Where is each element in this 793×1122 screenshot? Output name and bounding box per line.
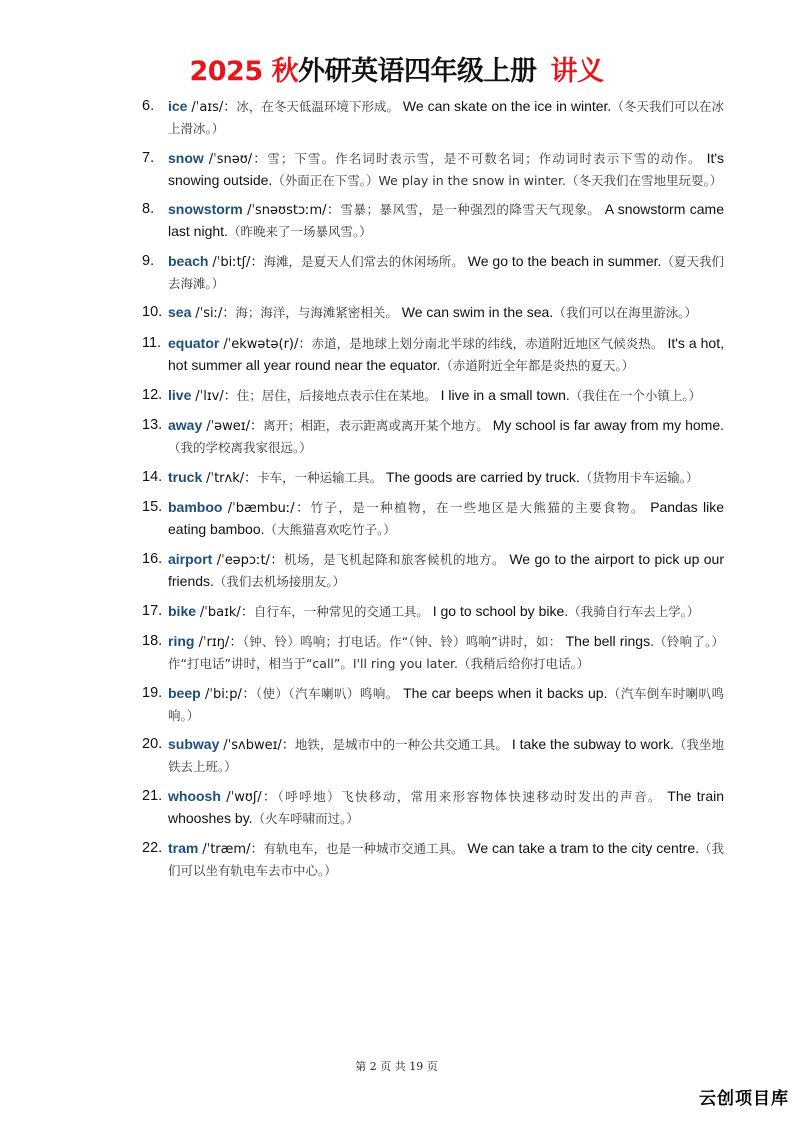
entry-number: 8. bbox=[142, 201, 155, 218]
entry-definition: 有轨电车，也是一种城市交通工具。 bbox=[263, 840, 464, 856]
entry-word: equator bbox=[168, 334, 220, 351]
entry-definition: 雪；下雪。作名词时表示雪，是不可数名词；作动词时表示下雪的动作。 bbox=[267, 150, 702, 166]
entry-body bbox=[168, 333, 724, 376]
entry-word: sea bbox=[168, 304, 192, 321]
entry-phonetic: /ˈwʊʃ/： bbox=[226, 789, 278, 805]
entry-definition: 卡车，一种运输工具。 bbox=[257, 469, 383, 485]
entry-translation: （我们可以坐有轨电车去市中心。） bbox=[168, 840, 725, 878]
entry-word: subway bbox=[168, 736, 220, 753]
title-tag: 讲义 bbox=[550, 56, 604, 87]
entry-phonetic: /ˈsʌbweɪ/： bbox=[223, 738, 295, 754]
vocab-entry bbox=[142, 549, 724, 592]
entry-word: ring bbox=[168, 633, 195, 650]
entry-phonetic: /ˈeəpɔːt/： bbox=[216, 552, 284, 568]
entry-number: 13. bbox=[142, 417, 163, 434]
entry-number: 16. bbox=[142, 550, 163, 567]
entry-example: I take the subway to work. bbox=[511, 736, 674, 753]
entry-number: 9. bbox=[142, 252, 155, 269]
entry-phonetic: /ˈekwətə(r)/： bbox=[223, 336, 312, 352]
entry-word: beep bbox=[168, 684, 201, 701]
entry-translation: （火车呼啸而过。） bbox=[252, 810, 359, 826]
entry-example: My school is far away from my home. bbox=[492, 417, 725, 434]
entry-body bbox=[168, 734, 724, 777]
entry-definition: 海；海洋，与海滩紧密相关。 bbox=[235, 305, 398, 321]
entry-definition: 自行车，一种常见的交通工具。 bbox=[253, 603, 429, 619]
vocab-entry bbox=[142, 497, 724, 540]
entry-phonetic: /ˈbaɪk/： bbox=[199, 604, 254, 620]
entry-number: 20. bbox=[142, 736, 163, 753]
entry-number: 18. bbox=[142, 633, 163, 650]
entry-translation: （铃响了。）作“打电话”讲时，相当于“call”。I'll ring you later.（我稍后给你打电话。） bbox=[168, 634, 725, 672]
entry-word: whoosh bbox=[168, 787, 221, 804]
entry-body bbox=[168, 786, 724, 829]
entry-example: Pandas like eating bamboo. bbox=[168, 499, 724, 538]
entry-body bbox=[168, 385, 724, 407]
entry-number: 11. bbox=[142, 334, 162, 351]
entry-word: bike bbox=[168, 602, 197, 619]
entry-phonetic: /ˈsnəʊ/： bbox=[208, 151, 268, 167]
vocab-entry bbox=[142, 786, 724, 829]
entry-phonetic: /ˈəweɪ/： bbox=[206, 419, 264, 435]
entry-example: We go to the beach in summer. bbox=[467, 252, 662, 269]
entry-phonetic: /ˈbæmbuː/： bbox=[227, 501, 311, 517]
entry-example: I live in a small town. bbox=[440, 386, 570, 403]
entry-body bbox=[168, 601, 724, 623]
entry-body bbox=[168, 838, 724, 881]
entry-number: 10. bbox=[142, 304, 163, 321]
entry-translation: （我骑自行车去上学。） bbox=[568, 603, 700, 619]
entry-number: 22. bbox=[142, 839, 163, 856]
vocab-entry bbox=[142, 199, 724, 242]
entry-word: airport bbox=[168, 550, 213, 567]
entry-translation: （夏天我们去海滩。） bbox=[168, 253, 724, 291]
vocab-entry bbox=[142, 385, 724, 407]
entry-example: We go to the airport to pick up our friends. bbox=[168, 550, 724, 589]
entry-translation: （我住在一个小镇上。） bbox=[569, 387, 702, 403]
entry-phonetic: /ˈsnəʊstɔːm/： bbox=[247, 203, 341, 219]
watermark-text: 云创项目库 bbox=[699, 1089, 789, 1109]
entry-definition: （使）（汽车喇叭）鸣响。 bbox=[255, 685, 399, 701]
entry-definition: 离开；相距，表示距离或离开某个地方。 bbox=[263, 418, 489, 434]
entry-body bbox=[168, 148, 724, 191]
vocab-entry bbox=[142, 734, 724, 777]
entry-example: The bell rings. bbox=[565, 633, 654, 650]
entry-definition: （呼呼地）飞快移动，常用来形容物体快速移动时发出的声音。 bbox=[277, 788, 662, 804]
entry-word: away bbox=[168, 417, 203, 434]
entry-number: 17. bbox=[142, 602, 163, 619]
entry-example: I go to school by bike. bbox=[432, 602, 569, 619]
entry-translation: （我们去机场接朋友。） bbox=[213, 573, 346, 589]
vocab-entry bbox=[142, 148, 724, 191]
entry-definition: 地铁，是城市中的一种公共交通工具。 bbox=[294, 737, 508, 753]
entry-body bbox=[168, 497, 724, 540]
entry-word: beach bbox=[168, 252, 209, 269]
vocab-entry bbox=[142, 467, 724, 489]
entry-body bbox=[168, 467, 724, 489]
entry-body bbox=[168, 302, 724, 324]
vocab-entry bbox=[142, 251, 724, 294]
entry-translation: （我们可以在海里游泳。） bbox=[553, 305, 698, 321]
entry-definition: 雪暴；暴风雪，是一种强烈的降雪天气现象。 bbox=[340, 202, 601, 218]
entry-translation: （外面正在下雪。）We play in the snow in winter.（冬天我们在雪地里玩耍。） bbox=[272, 172, 723, 188]
entry-body bbox=[168, 199, 724, 242]
entry-phonetic: /ˈbiːtʃ/： bbox=[212, 254, 264, 270]
entry-word: ice bbox=[168, 98, 188, 114]
vocab-entry bbox=[142, 333, 724, 376]
entry-definition: 海滩，是夏天人们常去的休闲场所。 bbox=[263, 253, 464, 269]
page-number: 第 2 页 共 19 页 bbox=[355, 1060, 438, 1073]
entry-translation: （货物用卡车运输。） bbox=[579, 469, 699, 485]
entry-translation: （冬天我们可以在冰上滑冰。） bbox=[168, 99, 724, 136]
entry-body bbox=[168, 683, 724, 726]
entry-number: 7. bbox=[142, 149, 155, 166]
entry-example: It's a hot, hot summer all year round near the equator. bbox=[168, 334, 724, 373]
title-year: 2025 秋 bbox=[189, 56, 299, 87]
vocab-entry bbox=[142, 415, 724, 458]
entry-definition: 竹子，是一种植物，在一些地区是大熊猫的主要食物。 bbox=[310, 500, 645, 516]
entry-translation: （汽车倒车时喇叭鸣响。） bbox=[168, 685, 725, 723]
entry-definition: （钟、铃）鸣响；打电话。作“（钟、铃）鸣响”讲时，如： bbox=[242, 634, 562, 650]
entry-definition: 冰，在冬天低温环境下形成。 bbox=[236, 99, 400, 114]
entry-number: 12. bbox=[142, 386, 163, 403]
entry-translation: （昨晚来了一场暴风雪。） bbox=[227, 224, 372, 240]
entry-word: snowstorm bbox=[168, 201, 243, 218]
entry-example: We can take a tram to the city centre. bbox=[467, 839, 699, 856]
entry-number: 19. bbox=[142, 684, 163, 701]
entry-word: tram bbox=[168, 839, 199, 856]
entry-phonetic: /ˈtrʌk/： bbox=[206, 470, 258, 486]
vocabulary-list bbox=[142, 96, 724, 889]
entry-body bbox=[168, 549, 724, 592]
entry-example: It's snowing outside. bbox=[168, 149, 725, 188]
entry-number: 6. bbox=[142, 98, 155, 114]
vocab-entry bbox=[142, 302, 724, 324]
entry-body bbox=[168, 415, 724, 458]
entry-example: A snowstorm came last night. bbox=[168, 201, 724, 240]
entry-definition: 住；居住，后接地点表示住在某地。 bbox=[236, 387, 437, 403]
entry-phonetic: /ˈaɪs/： bbox=[191, 100, 237, 115]
entry-example: We can skate on the ice in winter. bbox=[402, 98, 612, 114]
vocab-entry bbox=[142, 683, 724, 726]
entry-word: live bbox=[168, 386, 192, 403]
entry-example: The goods are carried by truck. bbox=[386, 468, 580, 485]
entry-example: The car beeps when it backs up. bbox=[403, 684, 608, 701]
entry-phonetic: /ˈbiːp/： bbox=[205, 686, 256, 702]
entry-word: bamboo bbox=[168, 499, 223, 516]
entry-example: We can swim in the sea. bbox=[401, 304, 554, 321]
entry-number: 14. bbox=[142, 468, 163, 485]
entry-translation: （我的学校离我家很远。） bbox=[168, 440, 312, 456]
entry-translation: （我坐地铁去上班。） bbox=[168, 737, 724, 775]
title-main: 外研英语四年级上册 bbox=[298, 56, 537, 87]
vocab-entry bbox=[142, 601, 724, 623]
page-title bbox=[0, 54, 793, 90]
vocab-entry bbox=[142, 631, 724, 674]
entry-word: truck bbox=[168, 468, 203, 485]
entry-body bbox=[168, 251, 724, 294]
entry-definition: 机场，是飞机起降和旅客候机的地方。 bbox=[283, 551, 505, 567]
entry-number: 21. bbox=[142, 787, 163, 804]
entry-body bbox=[168, 631, 724, 674]
entry-phonetic: /ˈsiː/： bbox=[195, 306, 236, 322]
entry-translation: （大熊猫喜欢吃竹子。） bbox=[264, 522, 396, 538]
entry-definition: 赤道，是地球上划分南北半球的纬线，赤道附近地区气候炎热。 bbox=[311, 335, 664, 351]
entry-translation: （赤道附近全年都是炎热的夏天。） bbox=[440, 357, 635, 373]
entry-phonetic: /ˈrɪŋ/： bbox=[198, 635, 243, 651]
entry-phonetic: /ˈlɪv/： bbox=[195, 388, 237, 404]
entry-word: snow bbox=[168, 149, 204, 166]
entry-body bbox=[168, 96, 724, 139]
vocab-entry bbox=[142, 838, 724, 881]
entry-number: 15. bbox=[142, 499, 163, 516]
vocab-entry bbox=[142, 96, 724, 139]
entry-phonetic: /ˈtræm/： bbox=[202, 841, 264, 857]
entry-example: The train whooshes by. bbox=[168, 787, 724, 826]
